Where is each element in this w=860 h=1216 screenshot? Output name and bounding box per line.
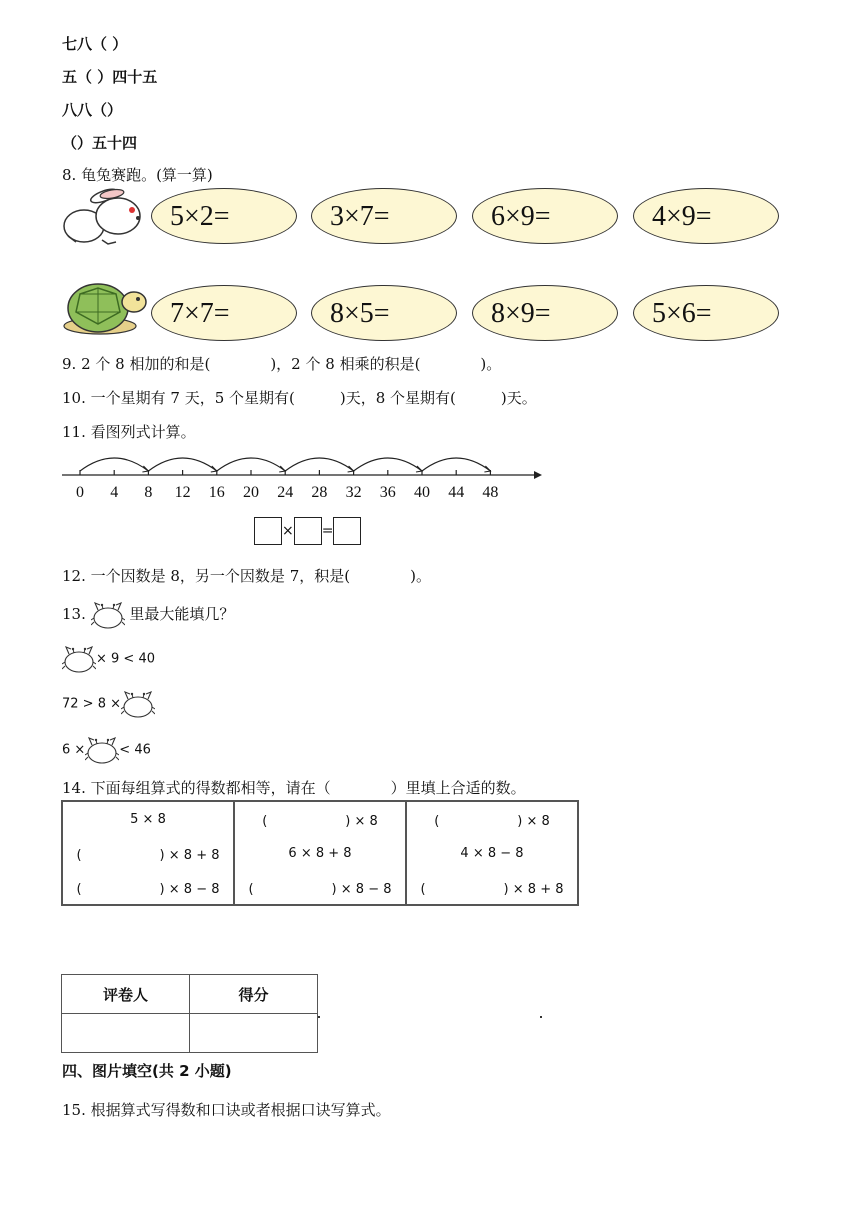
q14-cell: 6 × 8 + 8	[234, 836, 406, 870]
tick-label: 0	[76, 484, 84, 501]
q14-cell: ( ) × 8 + 8	[62, 836, 234, 870]
tick-label: 8	[144, 484, 153, 501]
tick-label: 40	[414, 484, 430, 501]
q13-row3	[62, 735, 151, 765]
score-table	[61, 974, 318, 1053]
answer-box-1[interactable]	[254, 517, 282, 545]
score-cell[interactable]	[190, 1014, 318, 1053]
line-qiba: 七八（ ）	[62, 35, 128, 53]
equals-sign: =	[321, 523, 334, 539]
q13-row3-suffix: < 46	[119, 742, 151, 758]
jump-arc	[285, 458, 353, 471]
table-row	[62, 870, 578, 905]
answer-box-3[interactable]	[333, 517, 361, 545]
tick-label: 4	[110, 484, 119, 501]
line-wu-sishiwu: 五（ ）四十五	[62, 68, 158, 86]
q13-title: 里最大能填几？	[129, 605, 235, 623]
q11-title: 11. 看图列式计算。	[62, 423, 196, 441]
tick-label: 16	[208, 484, 225, 501]
table-row	[62, 836, 578, 870]
dot-mark	[318, 1016, 320, 1018]
q14-cell: ( ) × 8 + 8	[406, 870, 578, 905]
times-sign: ×	[282, 523, 294, 539]
line-baba: 八八（）	[62, 101, 123, 119]
line-wushisi: （）五十四	[62, 134, 138, 152]
q14-cell: ( ) × 8 − 8	[62, 870, 234, 905]
turtle-expr-2: 8×5=	[311, 285, 457, 341]
tick-label: 24	[277, 484, 294, 501]
q15-text: 15. 根据算式写得数和口诀或者根据口诀写算式。	[62, 1101, 391, 1119]
number-line	[60, 446, 550, 504]
grader-header: 评卷人	[62, 975, 190, 1014]
score-header: 得分	[190, 975, 318, 1014]
rabbit-expr-4: 4×9=	[633, 188, 779, 244]
q14-cell: ( ) × 8	[406, 801, 578, 836]
answer-box-2[interactable]	[294, 517, 322, 545]
rabbit-expr-3: 6×9=	[472, 188, 618, 244]
table-row	[62, 801, 578, 836]
turtle-icon	[60, 280, 148, 336]
tick-label: 32	[345, 484, 362, 501]
q14-cell: 5 × 8	[62, 801, 234, 836]
jump-arc	[217, 458, 285, 471]
rabbit-expr-2: 3×7=	[311, 188, 457, 244]
rabbit-icon	[62, 186, 148, 248]
q13-title-row	[62, 600, 234, 630]
tick-label: 12	[174, 484, 191, 501]
q10-text: 10. 一个星期有 7 天，5 个星期有( )天，8 个星期有( )天。	[62, 389, 537, 407]
tick-label: 44	[448, 484, 465, 501]
tick-label: 48	[482, 484, 499, 501]
tick-label: 28	[311, 484, 328, 501]
crab-icon	[62, 644, 96, 674]
section-4-title: 四、图片填空(共 2 小题)	[62, 1062, 232, 1080]
q14-title: 14. 下面每组算式的得数都相等，请在（ ）里填上合适的数。	[62, 779, 526, 797]
q12-text: 12. 一个因数是 8，另一个因数是 7，积是( )。	[62, 567, 431, 585]
crab-icon	[85, 735, 119, 765]
turtle-expr-4: 5×6=	[633, 285, 779, 341]
table-row	[62, 975, 318, 1014]
q13-row2-text: 72 > 8 ×	[62, 696, 121, 712]
dot-mark	[540, 1016, 542, 1018]
jump-arc	[80, 458, 148, 471]
q11-answer-boxes	[254, 517, 361, 545]
tick-label: 20	[243, 484, 259, 501]
q13-row1	[62, 644, 155, 674]
table-row	[62, 1014, 318, 1053]
q14-table	[61, 800, 579, 906]
q14-cell: ( ) × 8	[234, 801, 406, 836]
jump-arc	[354, 458, 422, 471]
crab-icon	[91, 600, 125, 630]
rabbit-expr-1: 5×2=	[151, 188, 297, 244]
q13-row2	[62, 689, 155, 719]
tick-label: 36	[379, 484, 396, 501]
q14-cell: ( ) × 8 − 8	[234, 870, 406, 905]
q13-row1-text: × 9 < 40	[96, 651, 155, 667]
q13-row3-prefix: 6 ×	[62, 742, 86, 758]
crab-icon	[121, 689, 155, 719]
jump-arc	[148, 458, 216, 471]
q9-text: 9. 2 个 8 相加的和是( )，2 个 8 相乘的积是( )。	[62, 355, 502, 373]
turtle-expr-3: 8×9=	[472, 285, 618, 341]
jump-arc	[422, 458, 490, 471]
q13-number: 13.	[62, 605, 86, 623]
turtle-expr-1: 7×7=	[151, 285, 297, 341]
grader-cell[interactable]	[62, 1014, 190, 1053]
q14-cell: 4 × 8 − 8	[406, 836, 578, 870]
q8-title: 8. 龟兔赛跑。(算一算)	[62, 166, 213, 184]
